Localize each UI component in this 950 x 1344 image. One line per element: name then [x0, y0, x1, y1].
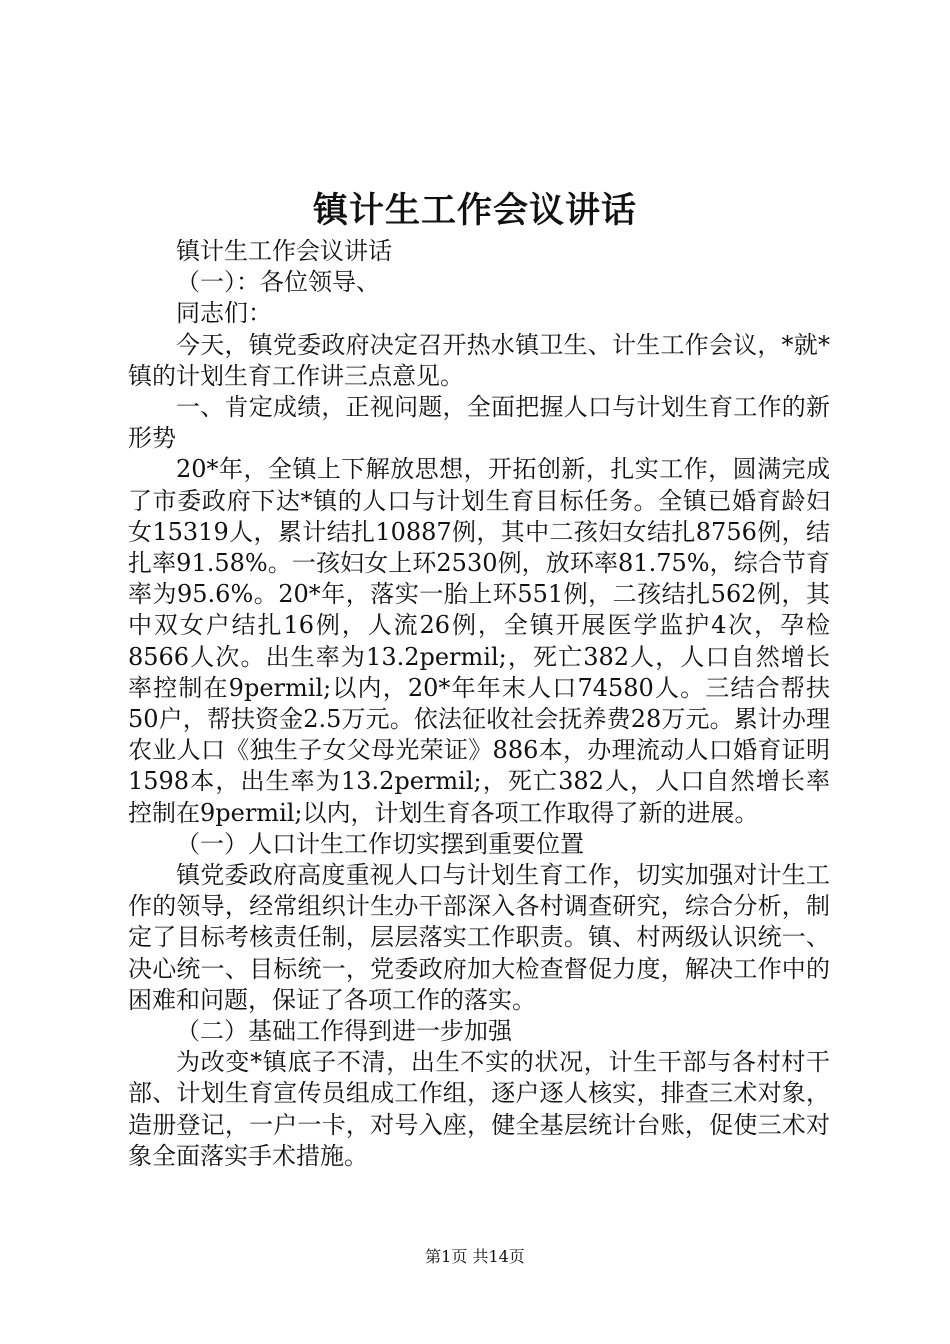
page-footer: 第1页 共14页: [425, 1247, 525, 1266]
paragraph-basic-work: 为改变*镇底子不清，出生不实的状况，计生干部与各村村干部、计划生育宣传员组成工作组，逐户逐人核实，排查三术对象，造册登记，一户一卡，对号入座，健全基层统计台账，促使三术对象全面落实手术措施。: [128, 1048, 830, 1170]
subsection-heading-2: （二）基础工作得到进一步加强: [176, 1017, 512, 1046]
paragraph-statistics: 20*年，全镇上下解放思想，开拓创新，扎实工作，圆满完成了市委政府下达*镇的人口与计划生育目标任务。全镇已婚育龄妇女15319人，累计结扎10887例，其中二孩妇女结扎8756例，结扎率91.58%。一孩妇女上环2530例，放环率81.75%，综合节育率为95.6%。20*年，落实一胎上环551例，二孩结扎562例，其中双女户结扎16例，人流26例，全镇开展医学监护4次，孕检8566人次。出生率为13.2permil;，死亡382人，人口自然增长率控制在9permil;以内，20*年年末人口74580人。三结合帮扶50户，帮扶资金2.5万元。依法征收社会抚养费28万元。累计办理农业人口《独生子女父母光荣证》886本，办理流动人口婚育证明1598本，出生率为13.2permil;，死亡382人，人口自然增长率控制在9permil;以内，计划生育各项工作取得了新的进展。: [128, 455, 830, 827]
paragraph-salutation-2: 同志们：: [176, 299, 272, 328]
section-heading-1: 一、肯定成绩，正视问题，全面把握人口与计划生育工作的新形势: [128, 393, 830, 453]
document-body: [128, 236, 830, 1172]
paragraph-leadership: 镇党委政府高度重视人口与计划生育工作，切实加强对计生工作的领导，经常组织计生办干部深入各村调查研究，综合分析，制定了目标考核责任制，层层落实工作职责。镇、村两级认识统一、决心统一、目标统一，党委政府加大检查督促力度，解决工作中的困难和问题，保证了各项工作的落实。: [128, 861, 830, 1014]
document-title: 镇计生工作会议讲话: [312, 190, 637, 231]
paragraph-salutation-1: （一）：各位领导、: [176, 268, 380, 297]
subsection-heading-1: （一）人口计生工作切实摆到重要位置: [176, 829, 584, 858]
paragraph-intro: 今天，镇党委政府决定召开热水镇卫生、计生工作会议，*就*镇的计划生育工作讲三点意见。: [128, 330, 830, 390]
paragraph-subtitle: 镇计生工作会议讲话: [176, 237, 392, 265]
